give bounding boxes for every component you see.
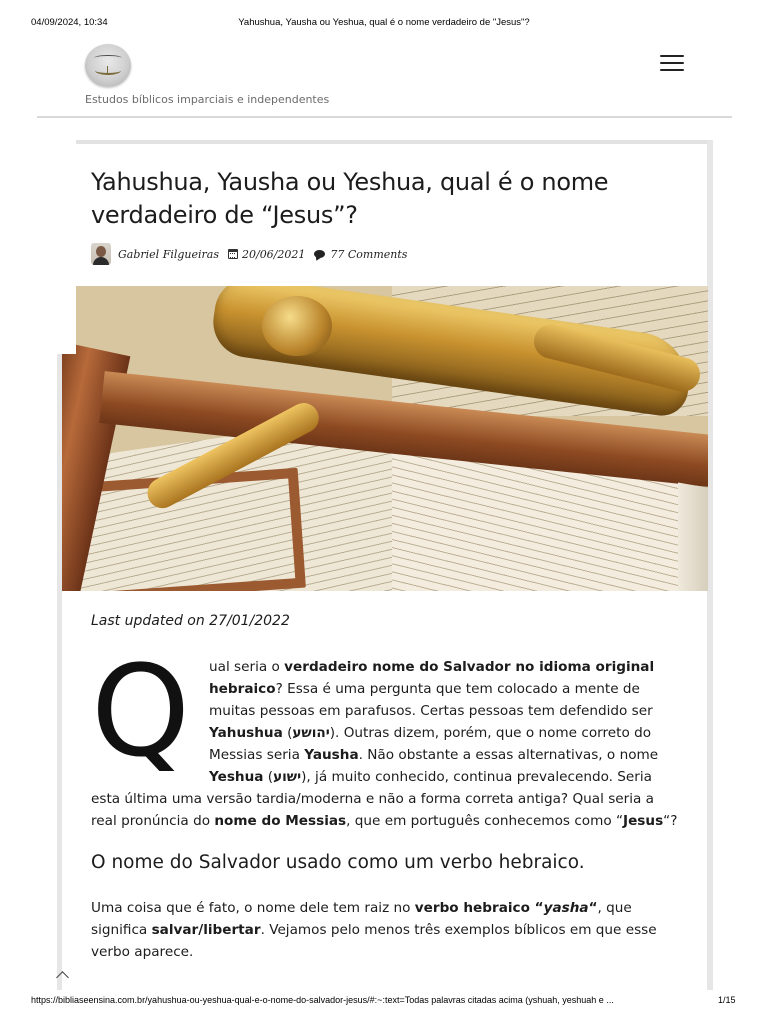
print-url: https://bibliaseensina.com.br/yahushua-ou-yeshua-qual-e-o-nome-do-salvador-jesus/#:~:text=Todas palavras citadas acima (yshuah, yeshuah e ...: [31, 995, 614, 1005]
intro-text: (: [282, 725, 293, 741]
intro-text: . Não obstante a essas alternativas, o nome: [358, 747, 659, 763]
site-tagline: Estudos bíblicos imparciais e independentes: [85, 93, 330, 106]
author-avatar[interactable]: [91, 243, 111, 265]
para-bold: “: [588, 900, 598, 916]
book-icon: [95, 66, 121, 75]
intro-bold: nome do Messias: [214, 813, 347, 829]
print-page-number: 1/15: [718, 995, 736, 1005]
post-date: 20/06/2021: [241, 247, 306, 261]
image-notch: [62, 286, 76, 354]
intro-text: (: [263, 769, 274, 785]
intro-bold: Jesus: [623, 813, 664, 829]
article-title: Yahushua, Yausha ou Yeshua, qual é o nome verdadeiro de “Jesus”?: [91, 168, 609, 229]
intro-bold: Yausha: [304, 747, 359, 763]
intro-bold: Yahushua: [209, 725, 283, 741]
menu-bar: [660, 69, 684, 71]
print-date: 04/09/2024, 10:34: [31, 17, 108, 28]
intro-text: ual seria o: [209, 659, 285, 675]
print-header: [0, 17, 768, 31]
section-heading: O nome do Salvador usado como um verbo hebraico.: [91, 852, 585, 873]
body-paragraph: [91, 897, 691, 963]
para-text: , que significa: [91, 900, 632, 938]
hamburger-menu-icon[interactable]: [660, 53, 686, 73]
card-border-top: [76, 140, 713, 144]
intro-bold-hebrew: ישוע: [273, 769, 302, 785]
site-logo-icon[interactable]: [85, 44, 131, 87]
para-bold: verbo hebraico “: [414, 900, 544, 916]
author-link[interactable]: Gabriel Filgueiras: [118, 247, 219, 261]
featured-image: [62, 286, 708, 591]
comments-link[interactable]: 77 Comments: [330, 247, 408, 261]
drop-cap: Q: [91, 638, 191, 785]
intro-paragraph: [91, 638, 681, 832]
figure-head: [262, 296, 332, 356]
intro-bold-hebrew: יהושע: [292, 725, 330, 741]
scroll-to-top-icon[interactable]: [53, 967, 73, 987]
intro-text: “?: [663, 813, 678, 829]
intro-bold: verdadeiro nome do Salvador no idioma original hebraico: [209, 659, 655, 697]
para-text: Uma coisa que é fato, o nome dele tem raiz no: [91, 900, 415, 916]
intro-text: ), já muito conhecido, continua prevalecendo. Seria esta última uma versão tardia/moderna e não a forma correta antiga? Qual seria a real pronúncia do: [91, 769, 654, 829]
intro-text: ? Essa é uma pergunta que tem colocado a mente de muitas pessoas em parafusos. Certas pessoas tem defendido ser: [209, 681, 653, 719]
intro-text: ). Outras dizem, porém, que o nome correto do Messias seria: [209, 725, 652, 763]
print-title: Yahushua, Yausha ou Yeshua, qual é o nome verdadeiro de "Jesus"?: [238, 17, 530, 28]
para-bold-italic: yasha: [543, 900, 589, 916]
book-edge: [678, 482, 708, 591]
intro-bold: Yeshua: [209, 769, 264, 785]
logo-script-mark: [94, 55, 122, 61]
article-meta: [91, 242, 407, 266]
site-header: [37, 38, 732, 118]
menu-bar: [660, 62, 684, 64]
comment-icon: [314, 250, 325, 258]
menu-bar: [660, 55, 684, 57]
para-text: . Vejamos pelo menos três exemplos bíblicos em que esse verbo aparece.: [91, 922, 657, 960]
last-updated: Last updated on 27/01/2022: [91, 613, 290, 629]
para-bold: salvar/libertar: [151, 922, 261, 938]
intro-text: , que em português conhecemos como “: [346, 813, 624, 829]
calendar-icon: [228, 249, 238, 259]
